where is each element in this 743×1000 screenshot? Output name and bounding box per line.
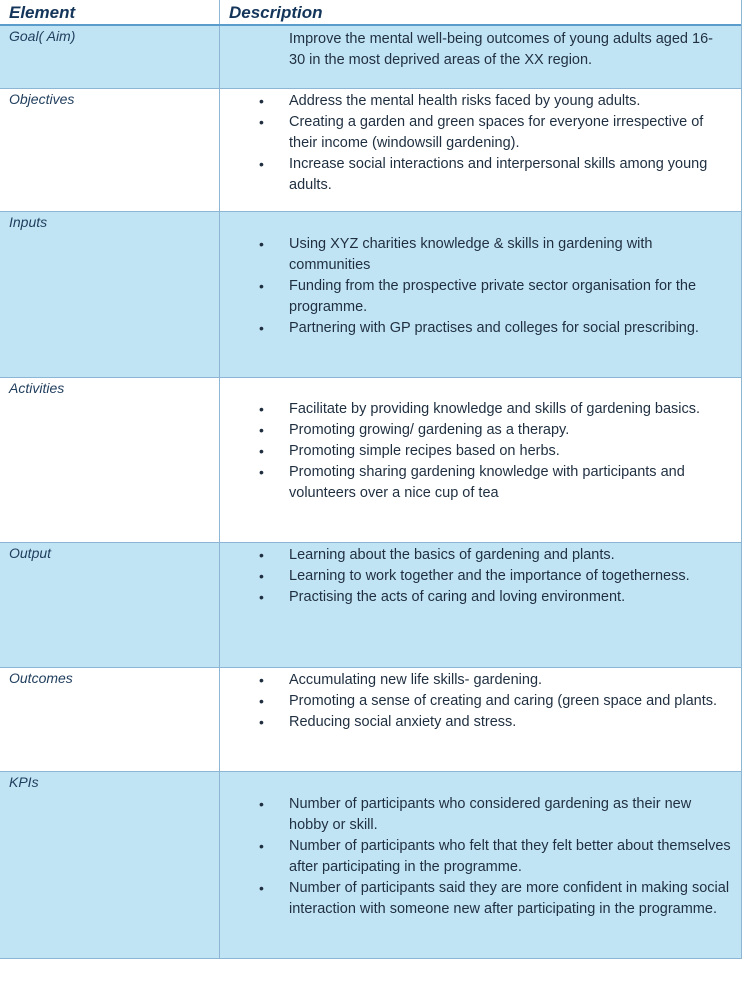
activities-list	[220, 399, 741, 504]
element-cell	[0, 668, 220, 771]
list-item: • Promoting sharing gardening knowledge with participants and volunteers over a nice cup of tea	[220, 462, 741, 504]
list-item: • Accumulating new life skills- gardening.	[220, 670, 741, 691]
output-list	[220, 545, 741, 608]
outcomes-list	[220, 670, 741, 733]
element-name-goal: Goal( Aim)	[9, 28, 76, 44]
list-item: • Practising the acts of caring and loving environment.	[220, 587, 741, 608]
table-row-outcomes	[0, 668, 741, 772]
table-row-output	[0, 543, 741, 668]
list-item: • Promoting simple recipes based on herbs.	[220, 441, 741, 462]
list-item: • Number of participants said they are more confident in making social interaction with someone new after participating in the programme.	[220, 878, 741, 920]
header-description-label: Description	[229, 3, 323, 22]
list-item: • Promoting a sense of creating and caring (green space and plants.	[220, 691, 741, 712]
element-name-inputs: Inputs	[9, 214, 48, 230]
element-cell	[0, 378, 220, 542]
description-cell	[220, 543, 741, 667]
list-item: • Facilitate by providing knowledge and skills of gardening basics.	[220, 399, 741, 420]
objectives-list	[220, 91, 741, 196]
table-row-kpis	[0, 772, 741, 959]
element-cell	[0, 212, 220, 377]
header-cell-element	[0, 0, 220, 24]
list-item: • Address the mental health risks faced by young adults.	[220, 91, 741, 112]
table-row-objectives	[0, 89, 741, 212]
kpis-list	[220, 794, 741, 920]
table-row-inputs	[0, 212, 741, 378]
list-item: • Creating a garden and green spaces for everyone irrespective of their income (windowsill gardening).	[220, 112, 741, 154]
table-right-border	[741, 0, 742, 959]
element-name-outcomes: Outcomes	[9, 670, 73, 686]
description-cell	[220, 378, 741, 542]
description-cell	[220, 212, 741, 377]
description-cell	[220, 772, 741, 958]
list-item: • Learning about the basics of gardening and plants.	[220, 545, 741, 566]
list-item: • Funding from the prospective private sector organisation for the programme.	[220, 276, 741, 318]
list-item: • Reducing social anxiety and stress.	[220, 712, 741, 733]
header-cell-description	[220, 0, 741, 24]
list-item: • Number of participants who felt that they felt better about themselves after participating in the programme.	[220, 836, 741, 878]
table-header-row	[0, 0, 741, 26]
list-item: • Using XYZ charities knowledge & skills in gardening with communities	[220, 234, 741, 276]
element-cell	[0, 772, 220, 958]
element-name-output: Output	[9, 545, 52, 561]
list-item: • Learning to work together and the importance of togetherness.	[220, 566, 741, 587]
element-name-activities: Activities	[9, 380, 65, 396]
header-element-label: Element	[9, 3, 76, 22]
element-cell	[0, 26, 220, 88]
list-item: • Number of participants who considered gardening as their new hobby or skill.	[220, 794, 741, 836]
list-item: • Increase social interactions and interpersonal skills among young adults.	[220, 154, 741, 196]
element-cell	[0, 543, 220, 667]
element-name-kpis: KPIs	[9, 774, 39, 790]
element-cell	[0, 89, 220, 211]
inputs-list	[220, 234, 741, 339]
list-item: • Partnering with GP practises and colleges for social prescribing.	[220, 318, 741, 339]
list-item: • Promoting growing/ gardening as a therapy.	[220, 420, 741, 441]
description-cell	[220, 89, 741, 211]
description-cell	[220, 668, 741, 771]
table-row-activities	[0, 378, 741, 543]
description-cell	[220, 26, 741, 88]
table-row-goal	[0, 26, 741, 89]
goal-text: Improve the mental well-being outcomes of young adults aged 16-30 in the most deprived areas of the XX region.	[289, 31, 713, 68]
element-name-objectives: Objectives	[9, 91, 75, 107]
